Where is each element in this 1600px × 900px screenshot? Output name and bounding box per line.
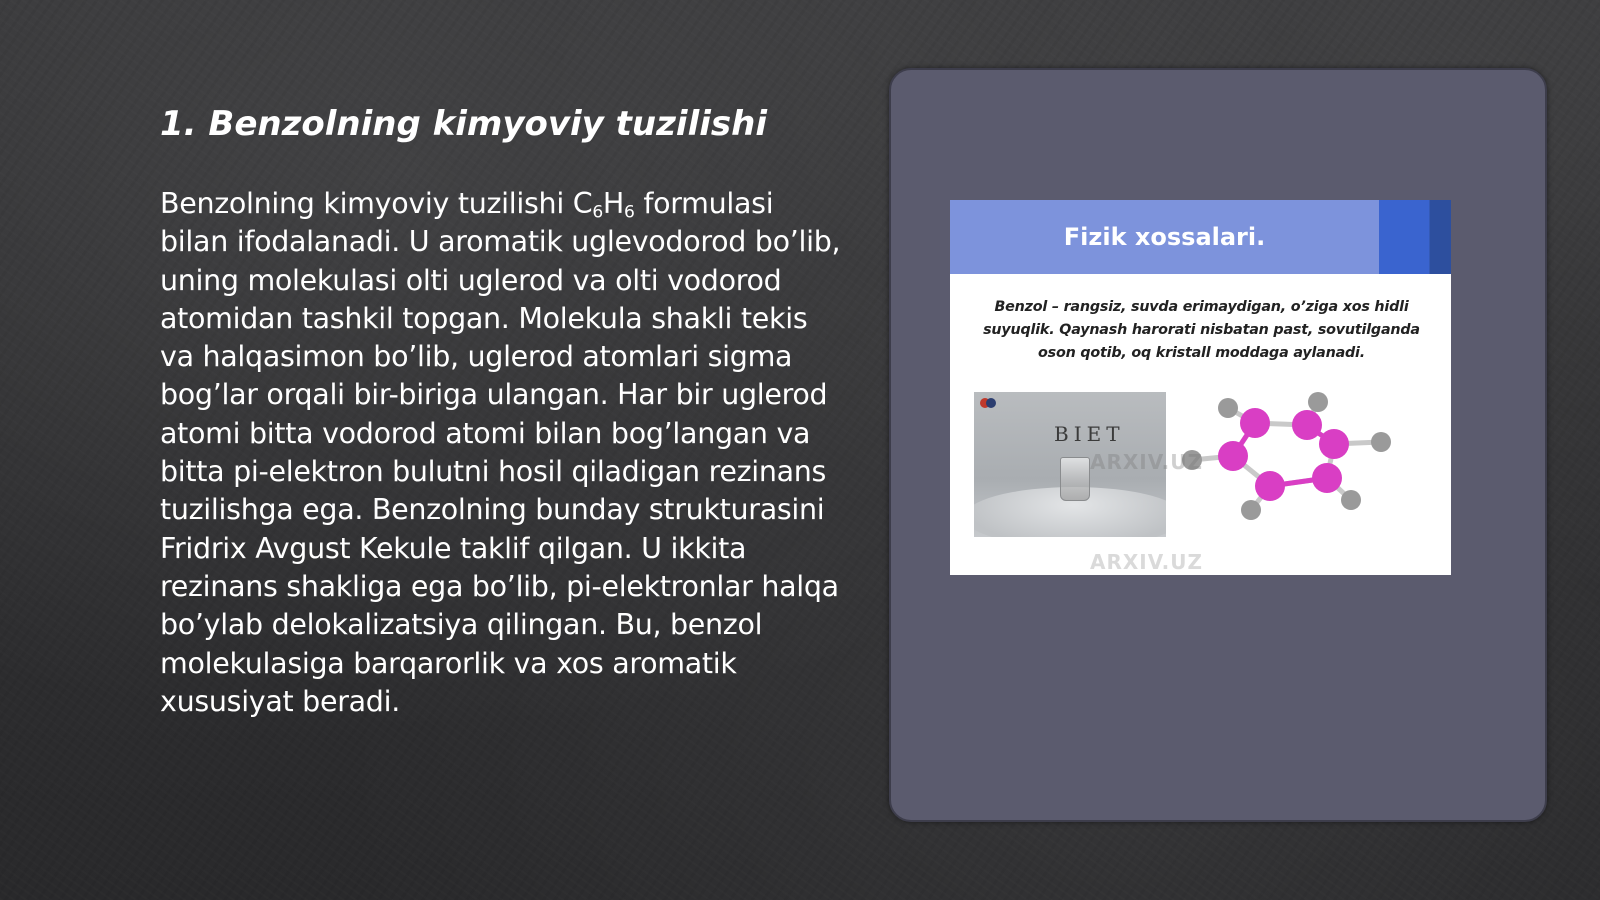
beaker-icon	[1060, 457, 1090, 501]
body-text-part-1: Benzolning kimyoviy tuzilishi C	[160, 187, 593, 220]
watermark-text: ARXIV.UZ	[1090, 450, 1203, 474]
embedded-header-accent	[1379, 200, 1451, 274]
body-text-part-2: H	[602, 187, 625, 220]
photo-label: BIET	[1054, 422, 1125, 446]
hydrogen-atom	[1241, 500, 1261, 520]
carbon-atom	[1292, 410, 1322, 440]
hydrogen-atom	[1341, 490, 1361, 510]
hydrogen-atom	[1308, 392, 1328, 412]
carbon-atom	[1255, 471, 1285, 501]
embedded-description: Benzol – rangsiz, suvda erimaydigan, o’ziga xos hidli suyuqlik. Qaynash harorati nisbatan past, sovutilganda oson qotib, oq kristall moddaga aylanadi.	[983, 299, 1420, 361]
body-text-part-3: formulasi bilan ifodalanadi. U aromatik uglevodorod bo’lib, uning molekulasi olti uglerod va olti vodorod atomidan tashkil topgan. Molekula shakli tekis va halqasimon bo’lib, uglerod atomlari sigma bog’lar orqali bir-biriga ulangan. Har bir uglerod atomi bitta vodorod atomi bilan bog’langan va bitta pi-elektron bulutni hosil qiladigan rezinans tuzilishga ega. Benzolning bunday strukturasini Fridrix Avgust Kekule taklif qilgan. U ikkita rezinans shakliga ega bo’lib, pi-elektronlar halqa bo’ylab delokalizatsiya qilingan. Bu, benzol molekulasiga barqarorlik va xos aromatik xususiyat beradi.	[160, 187, 841, 718]
slide-title: 1. Benzolning kimyoviy tuzilishi	[160, 104, 767, 144]
carbon-atom	[1240, 408, 1270, 438]
embedded-header	[950, 200, 1379, 274]
hydrogen-atom	[1371, 432, 1391, 452]
hydrogen-atom	[1218, 398, 1238, 418]
embedded-header-title: Fizik xossalari.	[1063, 223, 1266, 251]
carbon-atom	[1319, 429, 1349, 459]
carbon-atom	[1312, 463, 1342, 493]
slide-body-text	[160, 185, 845, 721]
subscript-6-carbon: 6	[592, 202, 603, 223]
subscript-6-hydrogen: 6	[624, 202, 635, 223]
watermark-text-bottom: ARXIV.UZ	[1090, 550, 1203, 574]
carbon-atom	[1218, 441, 1248, 471]
benzene-molecule-model	[1180, 388, 1430, 548]
embedded-slide-image	[950, 200, 1451, 575]
photo-logo-icon	[978, 396, 998, 410]
